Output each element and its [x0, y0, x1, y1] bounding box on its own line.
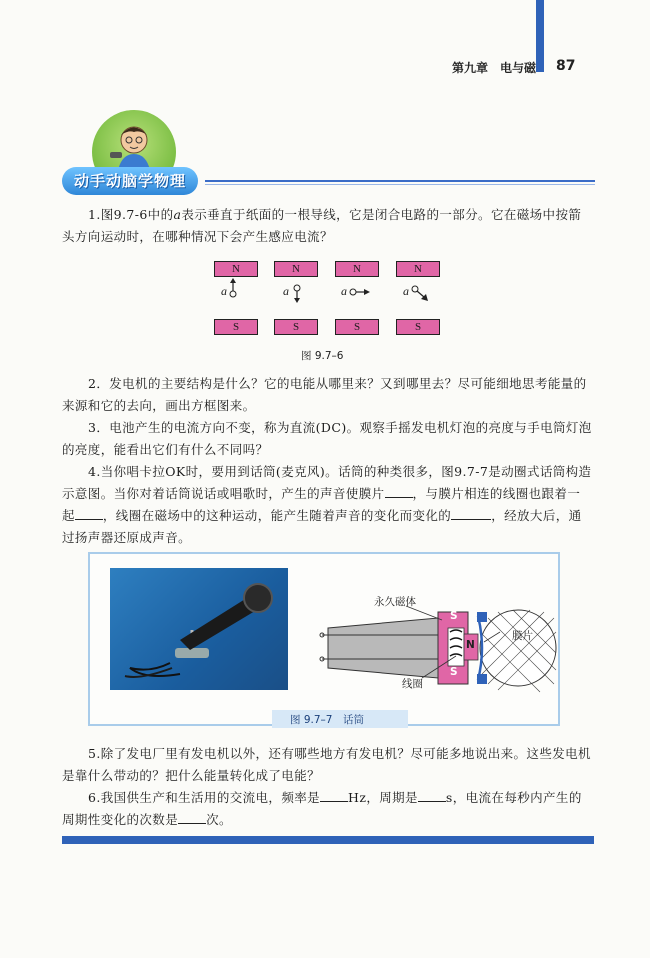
conductor-label-2: a: [283, 284, 289, 298]
answer-blank[interactable]: [75, 507, 103, 520]
magnet-north-2: N: [274, 261, 318, 277]
microphone-icon: [110, 568, 288, 690]
answer-blank[interactable]: [385, 485, 413, 498]
question-2: 2．发电机的主要结构是什么？它的电能从哪里来？又到哪里去？尽可能细地思考能量的来源和它的去向，画出方框图来。: [62, 376, 587, 413]
question-6: [62, 787, 592, 831]
question-4-text-a: 4.当你唱卡拉OK时，要用到话筒(麦克风)。话筒的种类很多，图9.7-7是动圈式话筒构造示意图。当你对着话筒说话或唱歌时，产生的声音使膜片: [62, 464, 592, 501]
question-4-text-c: ，线圈在磁场中的这种运动，能产生随着声音的变化而变化的: [102, 508, 452, 523]
label-permanent-magnet: 永久磁体: [374, 596, 416, 608]
magnet-north-3: N: [335, 261, 379, 277]
question-6-text-end: 次。: [206, 812, 232, 827]
top-accent-bar: [536, 0, 544, 72]
pole-s-bottom: S: [450, 666, 458, 678]
pole-n: N: [466, 639, 475, 651]
pole-s-top: S: [450, 610, 458, 622]
figure-caption-9-7-7: 图 9.7–7 话筒: [290, 714, 364, 726]
arrow-down-icon: [290, 282, 306, 308]
section-divider: [205, 180, 595, 182]
conductor-label-4: a: [403, 284, 409, 298]
label-coil: 线圈: [402, 678, 423, 690]
conductor-label-3: a: [341, 284, 347, 298]
question-4: [62, 461, 592, 549]
magnet-south-1: S: [214, 319, 258, 335]
answer-blank-period[interactable]: [418, 789, 446, 802]
question-3: 3．电池产生的电流方向不变，称为直流(DC)。观察手摇发电机灯泡的亮度与手电筒灯泡的亮度，能看出它们有什么不同吗？: [62, 420, 592, 457]
question-4-text-b: ，与膜片相连的线圈也跟着一起: [62, 486, 581, 523]
arrow-right-icon: [348, 285, 374, 299]
question-6-text-s: s，电流在每秒内产生的周期性变化的次数是: [62, 790, 582, 827]
question-1-text-a: 1.图9.7-6中的: [88, 207, 174, 222]
answer-blank[interactable]: [451, 507, 491, 520]
section-divider-thin: [205, 184, 595, 185]
magnet-south-2: S: [274, 319, 318, 335]
magnet-north-4: N: [396, 261, 440, 277]
question-5: 5.除了发电厂里有发电机以外，还有哪些地方有发电机？尽可能多地说出来。这些发电机是靠什么带动的？把什么能量转化成了电能？: [62, 746, 591, 783]
microphone-photo: [110, 568, 288, 690]
section-title: 动手动脑学物理: [62, 167, 198, 195]
conductor-label-1: a: [221, 284, 227, 298]
question-6-text-a: 6.我国供生产和生活用的交流电，频率是: [88, 790, 321, 805]
arrow-diagonal-icon: [410, 284, 432, 304]
magnet-north-1: N: [214, 261, 258, 277]
label-diaphragm: 膜片: [512, 630, 533, 642]
magnet-south-4: S: [396, 319, 440, 335]
question-4-text-d: ，经放大后，通过扬声器还原成声音。: [62, 508, 582, 545]
magnet-south-3: S: [335, 319, 379, 335]
answer-blank-count[interactable]: [178, 811, 206, 824]
question-1-text-b: 表示垂直于纸面的一根导线，它是闭合电路的一部分。它在磁场中按箭头方向运动时，在哪种情况下会产生感应电流？: [62, 207, 582, 244]
chapter-title: 第九章 电与磁: [452, 61, 537, 75]
page-number: 87: [556, 58, 576, 74]
question-1: [62, 204, 592, 248]
arrow-up-icon: [226, 276, 242, 302]
microphone-diagram: [318, 598, 558, 698]
figure-caption-9-7-6: 图 9.7–6: [301, 350, 344, 362]
answer-blank-frequency[interactable]: [320, 789, 348, 802]
question-1-var: a: [173, 207, 182, 222]
bottom-accent-bar: [62, 836, 594, 844]
question-6-text-hz: Hz，周期是: [348, 790, 418, 805]
